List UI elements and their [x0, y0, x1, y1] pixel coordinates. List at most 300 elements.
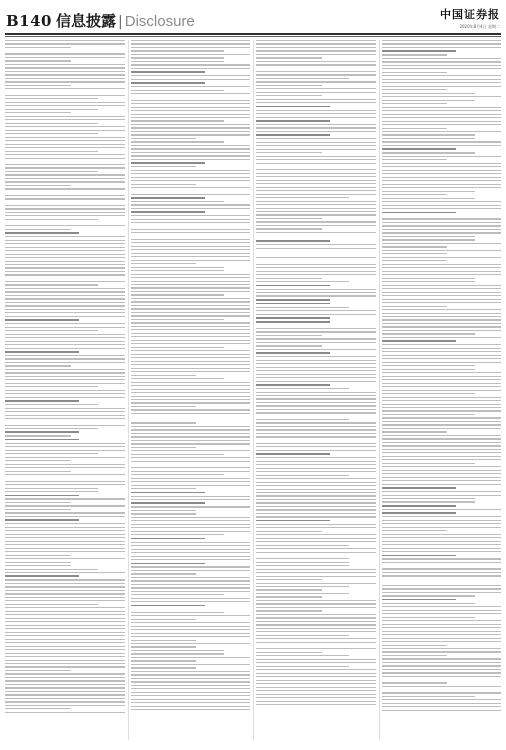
text-line	[131, 219, 251, 220]
text-line	[5, 397, 125, 398]
text-line	[256, 152, 322, 153]
text-line	[382, 333, 475, 334]
text-line	[131, 204, 251, 205]
text-line	[382, 376, 502, 377]
publication-date: 2020年8月4日 星期二	[459, 24, 500, 29]
text-line	[5, 708, 71, 709]
text-line	[5, 467, 125, 468]
text-line	[382, 424, 502, 425]
text-columns	[5, 40, 501, 740]
text-line	[382, 651, 502, 652]
text-line	[131, 152, 251, 153]
text-line	[5, 305, 125, 306]
text-line	[256, 395, 376, 396]
text-line	[131, 270, 224, 271]
text-line	[5, 130, 125, 131]
text-line	[256, 274, 376, 275]
text-line	[5, 450, 125, 451]
text-line	[256, 88, 376, 89]
text-line	[256, 482, 376, 483]
text-line	[131, 552, 251, 553]
text-line	[256, 433, 376, 434]
text-line	[5, 701, 125, 702]
text-line	[131, 622, 251, 623]
text-line	[256, 541, 376, 542]
text-line	[5, 502, 71, 503]
text-line	[131, 145, 251, 146]
text-line	[382, 292, 502, 293]
text-line	[131, 591, 251, 592]
text-line	[131, 177, 251, 178]
text-line	[382, 686, 502, 687]
text-line	[131, 392, 251, 393]
text-line	[131, 520, 251, 521]
text-line	[5, 379, 125, 380]
text-line	[131, 274, 251, 275]
text-line	[382, 288, 502, 289]
text-line	[5, 215, 125, 216]
text-line	[256, 331, 376, 332]
text-line	[5, 188, 125, 189]
text-line	[256, 113, 376, 114]
text-line	[5, 123, 98, 124]
text-line	[131, 433, 251, 434]
text-line	[131, 542, 251, 543]
text-line	[131, 570, 251, 571]
text-line	[5, 649, 125, 650]
text-line	[131, 457, 251, 458]
text-line	[131, 100, 251, 101]
text-line	[256, 552, 376, 553]
text-line	[5, 523, 125, 524]
text-line	[382, 459, 502, 460]
text-line	[131, 249, 251, 250]
text-line	[382, 131, 502, 132]
text-line	[131, 211, 205, 213]
text-line	[131, 584, 251, 585]
header-rule	[5, 33, 501, 35]
text-line	[5, 611, 125, 612]
text-line	[256, 475, 349, 476]
text-line	[5, 687, 125, 688]
text-line	[131, 166, 197, 167]
text-line	[131, 82, 205, 84]
text-line	[382, 264, 502, 265]
text-line	[5, 323, 125, 324]
text-line	[5, 334, 125, 335]
text-line	[382, 379, 502, 380]
text-line	[131, 57, 224, 58]
text-line	[382, 470, 502, 471]
text-line	[382, 61, 502, 62]
text-line	[5, 600, 125, 601]
text-line	[256, 506, 376, 507]
text-line	[5, 355, 125, 356]
text-line	[5, 271, 125, 272]
text-line	[131, 385, 251, 386]
text-line	[382, 648, 502, 649]
text-line	[256, 228, 322, 229]
text-line	[382, 152, 475, 153]
text-line	[382, 393, 475, 394]
text-line	[5, 460, 71, 461]
text-line	[5, 174, 125, 175]
text-line	[131, 389, 251, 390]
text-line	[5, 680, 125, 681]
text-line	[382, 407, 502, 408]
text-line	[256, 102, 376, 103]
text-line	[382, 194, 448, 195]
text-line	[382, 295, 502, 296]
text-line	[5, 341, 125, 342]
text-line	[131, 454, 224, 455]
text-line	[5, 625, 125, 626]
text-line	[382, 585, 502, 586]
text-line	[5, 78, 125, 79]
text-line	[382, 527, 502, 528]
text-line	[382, 253, 448, 254]
text-line	[256, 232, 376, 233]
text-line	[5, 481, 125, 482]
text-line	[382, 281, 475, 282]
text-line	[5, 116, 125, 117]
text-line	[5, 154, 125, 155]
text-line	[131, 474, 224, 475]
text-line	[382, 128, 448, 129]
text-line	[131, 287, 251, 288]
text-line	[5, 505, 125, 506]
text-line	[5, 53, 125, 54]
text-line	[382, 82, 502, 83]
text-line	[5, 164, 125, 165]
text-line	[5, 698, 125, 699]
text-line	[382, 166, 502, 167]
text-line	[382, 452, 502, 453]
text-line	[256, 631, 376, 632]
text-line	[382, 212, 456, 214]
text-line	[5, 495, 79, 497]
text-line	[256, 412, 376, 413]
text-line	[5, 670, 71, 671]
text-line	[382, 330, 502, 331]
text-line	[5, 583, 125, 584]
text-line	[256, 405, 376, 406]
text-line	[5, 219, 98, 220]
text-line	[382, 710, 502, 711]
text-line	[5, 565, 71, 566]
text-column	[5, 40, 125, 740]
text-line	[5, 369, 125, 370]
text-line	[256, 335, 322, 336]
text-line	[5, 85, 71, 86]
text-line	[131, 626, 251, 627]
text-line	[256, 92, 376, 93]
text-line	[256, 392, 376, 393]
text-line	[382, 138, 475, 139]
text-line	[382, 634, 502, 635]
text-line	[131, 155, 251, 156]
text-line	[5, 351, 79, 353]
text-line	[382, 456, 502, 457]
text-line	[382, 414, 475, 415]
text-line	[5, 383, 125, 384]
text-line	[256, 562, 349, 563]
text-line	[382, 316, 502, 317]
text-line	[131, 643, 251, 644]
text-line	[382, 548, 502, 549]
text-line	[131, 510, 197, 511]
text-line	[382, 306, 448, 307]
text-line	[131, 402, 251, 403]
text-line	[5, 431, 79, 433]
text-line	[256, 149, 376, 150]
text-line	[256, 248, 376, 249]
text-line	[5, 144, 125, 145]
text-line	[256, 321, 330, 323]
text-line	[5, 312, 125, 313]
text-line	[382, 588, 502, 589]
text-line	[256, 57, 322, 58]
text-line	[5, 298, 125, 299]
text-line	[382, 110, 502, 111]
text-line	[5, 415, 125, 416]
text-line	[256, 204, 376, 205]
text-line	[382, 148, 456, 150]
text-line	[131, 364, 251, 365]
text-line	[5, 281, 125, 282]
text-line	[382, 495, 502, 496]
text-line	[131, 478, 251, 479]
text-line	[382, 205, 502, 206]
text-line	[382, 156, 502, 157]
text-line	[256, 513, 376, 514]
text-line	[382, 302, 502, 303]
text-line	[5, 646, 125, 647]
text-line	[131, 577, 251, 578]
text-line	[382, 404, 502, 405]
text-line	[131, 194, 251, 195]
text-line	[382, 491, 502, 492]
text-line	[256, 292, 376, 293]
text-line	[131, 50, 224, 51]
text-line	[382, 40, 502, 41]
text-line	[5, 316, 125, 317]
text-line	[382, 145, 502, 146]
text-line	[131, 488, 197, 489]
text-line	[256, 314, 376, 315]
text-line	[256, 701, 376, 702]
text-line	[382, 520, 502, 521]
text-line	[131, 64, 251, 65]
text-line	[131, 566, 251, 567]
text-line	[382, 428, 502, 429]
text-line	[131, 47, 251, 48]
text-line	[382, 323, 502, 324]
text-line	[5, 212, 125, 213]
text-line	[131, 685, 251, 686]
text-line	[382, 348, 502, 349]
text-line	[256, 659, 376, 660]
text-line	[131, 131, 251, 132]
text-line	[382, 599, 456, 601]
text-line	[131, 315, 251, 316]
text-line	[382, 397, 502, 398]
text-line	[256, 267, 376, 268]
text-line	[5, 642, 125, 643]
text-line	[131, 619, 197, 620]
text-line	[5, 167, 125, 168]
text-line	[256, 345, 322, 346]
text-line	[5, 302, 125, 303]
text-line	[131, 375, 197, 376]
text-line	[131, 54, 251, 55]
text-line	[131, 340, 251, 341]
text-line	[5, 705, 125, 706]
page-header	[0, 0, 506, 40]
text-line	[5, 408, 125, 409]
text-line	[256, 603, 376, 604]
text-line	[256, 43, 376, 44]
text-line	[131, 371, 251, 372]
text-line	[131, 513, 197, 514]
text-line	[5, 575, 79, 577]
text-line	[256, 531, 322, 532]
text-line	[256, 289, 376, 290]
text-line	[256, 583, 376, 584]
text-line	[131, 664, 251, 665]
text-line	[131, 426, 251, 427]
text-line	[256, 565, 349, 566]
text-line	[5, 694, 125, 695]
text-line	[256, 596, 322, 597]
text-line	[382, 537, 502, 538]
text-line	[256, 156, 376, 157]
text-line	[5, 569, 98, 570]
text-line	[382, 501, 475, 502]
text-line	[131, 43, 251, 44]
text-line	[5, 607, 125, 608]
text-line	[5, 327, 125, 328]
text-line	[131, 699, 251, 700]
text-line	[256, 509, 376, 510]
text-line	[5, 579, 125, 580]
text-line	[256, 527, 376, 528]
text-line	[382, 627, 502, 628]
text-line	[256, 81, 376, 82]
text-line	[131, 232, 251, 233]
text-line	[5, 254, 125, 255]
text-line	[256, 524, 376, 525]
text-line	[5, 660, 125, 661]
text-line	[382, 445, 502, 446]
text-line	[256, 197, 349, 198]
text-line	[382, 260, 448, 261]
text-line	[256, 278, 322, 279]
text-line	[256, 208, 376, 209]
text-line	[5, 628, 125, 629]
text-line	[256, 374, 376, 375]
text-line	[256, 610, 322, 611]
text-line	[131, 117, 251, 118]
text-line	[5, 488, 98, 489]
text-line	[131, 170, 251, 171]
text-line	[5, 181, 125, 182]
text-line	[131, 706, 251, 707]
text-line	[131, 629, 251, 630]
text-line	[256, 422, 376, 423]
text-line	[256, 572, 376, 573]
text-line	[5, 519, 79, 521]
text-line	[256, 548, 376, 549]
text-line	[382, 484, 502, 485]
text-line	[382, 43, 502, 44]
text-line	[131, 594, 224, 595]
text-line	[131, 260, 251, 261]
text-line	[131, 556, 251, 557]
text-line	[5, 81, 125, 82]
text-line	[256, 218, 322, 219]
text-line	[131, 343, 251, 344]
text-line	[131, 162, 205, 164]
text-line	[256, 173, 376, 174]
text-line	[131, 256, 251, 257]
text-line	[382, 575, 502, 576]
text-line	[5, 362, 125, 363]
text-line	[256, 545, 349, 546]
text-line	[131, 440, 251, 441]
text-line	[5, 443, 125, 444]
text-line	[256, 127, 376, 128]
text-line	[5, 358, 125, 359]
text-line	[256, 628, 376, 629]
text-line	[131, 159, 251, 160]
text-line	[256, 281, 349, 282]
text-line	[131, 447, 197, 448]
text-line	[256, 687, 376, 688]
text-line	[382, 699, 502, 700]
text-line	[5, 618, 125, 619]
text-line	[256, 74, 376, 75]
text-line	[382, 184, 502, 185]
text-line	[382, 257, 502, 258]
text-line	[131, 573, 197, 574]
text-line	[5, 464, 125, 465]
text-line	[382, 638, 502, 639]
text-line	[382, 246, 448, 247]
text-line	[131, 336, 251, 337]
text-line	[256, 310, 376, 311]
text-line	[256, 694, 376, 695]
text-line	[256, 142, 376, 143]
text-line	[131, 201, 224, 202]
text-line	[256, 499, 376, 500]
text-line	[131, 68, 251, 69]
text-line	[256, 576, 376, 577]
text-line	[131, 246, 251, 247]
text-line	[131, 605, 205, 607]
text-line	[382, 89, 448, 90]
text-line	[5, 119, 125, 120]
text-line	[256, 342, 376, 343]
text-line	[256, 360, 376, 361]
text-line	[382, 54, 448, 55]
text-line	[256, 538, 376, 539]
text-line	[382, 309, 502, 310]
text-line	[131, 396, 251, 397]
text-line	[5, 474, 125, 475]
text-line	[131, 86, 251, 87]
text-line	[256, 666, 349, 667]
